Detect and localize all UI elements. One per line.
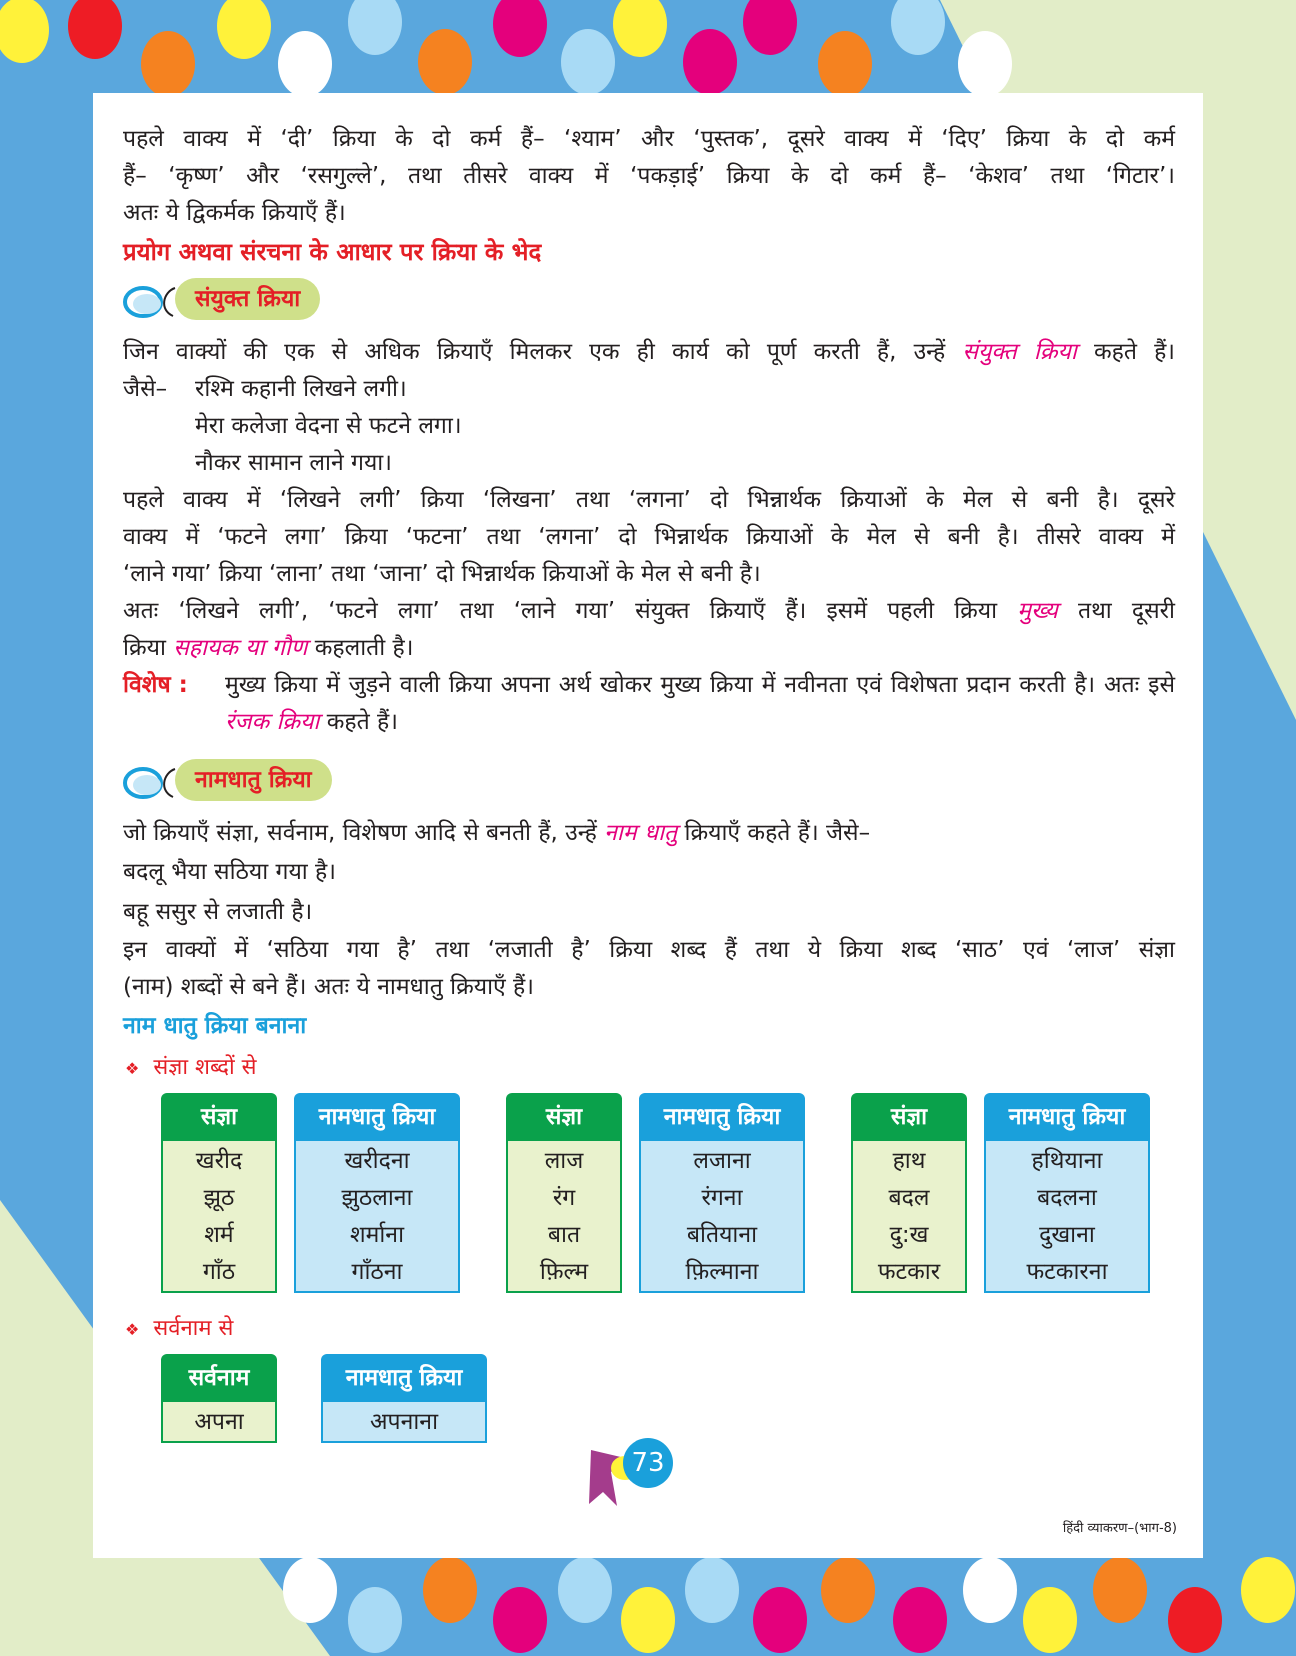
namdhatu-making-heading: नाम धातु क्रिया बनाना (123, 1013, 307, 1039)
col-header: नामधातु क्रिया (984, 1093, 1150, 1141)
con-l1-post: तथा दूसरी (1077, 598, 1175, 624)
sarvanam-namdhatu-col (321, 1354, 487, 1443)
sangya-col-2 (506, 1093, 622, 1293)
col-header: संज्ञा (851, 1093, 967, 1141)
col-body (639, 1141, 805, 1293)
col-body (294, 1141, 460, 1293)
sangya-tables (123, 1093, 1175, 1293)
namdhatu-explain-line1: इन वाक्यों में ‘सठिया गया है’ तथा ‘लजाती है’ क्रिया शब्द हैं तथा ये क्रिया शब्द ‘साठ’ एवं ‘लाज’ संज्ञा (123, 937, 1175, 963)
para1-line3: अतः ये द्विकर्मक क्रियाएँ हैं। (123, 200, 346, 226)
namdhatu-definition (123, 815, 1175, 852)
table-cell: रंग (552, 1185, 576, 1211)
samyukt-definition (123, 334, 1175, 371)
samyukt-badge: संयुक्त क्रिया (175, 278, 320, 320)
sangya-bullet (125, 1050, 1175, 1087)
namdhatu-def-pre: जो क्रियाएँ संज्ञा, सर्वनाम, विशेषण आदि से बनती हैं, उन्हें (123, 820, 597, 846)
con-l2-post: कहलाती है। (314, 635, 414, 661)
col-header: संज्ञा (506, 1093, 622, 1141)
table-cell: दु:ख (889, 1222, 929, 1248)
table-cell: गाँठना (351, 1259, 403, 1285)
samyukt-def-pre: जिन वाक्यों की एक से अधिक क्रियाएँ मिलकर एक ही कार्य को पूर्ण करती हैं, उन्हें (123, 339, 946, 365)
para1-line2: हैं– ‘कृष्ण’ और ‘रसगुल्ले’, तथा तीसरे वाक्य में ‘पकड़ाई’ क्रिया के दो कर्म हैं– ‘केशव’ तथा ‘गिटार’। (123, 163, 1175, 189)
book-title: हिंदी व्याकरण–(भाग-8) (1062, 1521, 1177, 1536)
vishesh-term: रंजक क्रिया (225, 709, 320, 735)
table-cell: लजाना (693, 1148, 751, 1174)
namdhatu-def-post: क्रियाएँ कहते हैं। जैसे– (684, 820, 871, 846)
table-cell: बदलना (1037, 1185, 1097, 1211)
samyukt-conclusion-line1 (123, 593, 1175, 630)
samyukt-example-1 (123, 371, 1175, 408)
table-cell: झुठलाना (341, 1185, 413, 1211)
sarvanam-bullet (125, 1311, 1175, 1348)
page-sheet (93, 93, 1203, 1558)
con-l1-term: मुख्य (1017, 598, 1058, 624)
con-l1-pre: अतः ‘लिखने लगी’, ‘फटने लगा’ तथा ‘लाने गया’ संयुक्त क्रियाएँ हैं। इसमें पहली क्रिया (123, 598, 998, 624)
namdhatu-badge: नामधातु क्रिया (175, 759, 332, 801)
sarvanam-col (161, 1354, 277, 1443)
table-cell: फटकारना (1026, 1259, 1108, 1285)
table-cell: खरीद (195, 1148, 243, 1174)
samyukt-example-3: नौकर सामान लाने गया। (195, 450, 392, 476)
col-header: सर्वनाम (161, 1354, 277, 1402)
table-cell: हाथ (892, 1148, 926, 1174)
jaise-label: जैसे– (123, 376, 168, 402)
table-cell: खरीदना (344, 1148, 410, 1174)
namdhatu-explain-line2: (नाम) शब्दों से बने हैं। अतः ये नामधातु क्रियाएँ हैं। (123, 974, 534, 1000)
col-header: नामधातु क्रिया (639, 1093, 805, 1141)
samyukt-def-post: कहते हैं। (1093, 339, 1176, 365)
table-cell: अपनाना (369, 1409, 439, 1435)
table-cell: फ़िल्म (539, 1259, 589, 1285)
page-number: 73 (623, 1438, 673, 1488)
samyukt-badge-row (123, 278, 1175, 324)
vishesh-post: कहते हैं। (326, 709, 398, 735)
samyukt-explain-line1: पहले वाक्य में ‘लिखने लगी’ क्रिया ‘लिखना’ तथा ‘लगना’ दो भिन्नार्थक क्रियाओं के मेल से बनी है। दूसरे (123, 487, 1175, 513)
namdhatu-example-1: बदलू भैया सठिया गया है। (123, 859, 336, 885)
col-body (321, 1402, 487, 1443)
table-cell: बात (547, 1222, 581, 1248)
vishesh-label: विशेष : (123, 672, 188, 698)
table-cell: शर्म (204, 1222, 234, 1248)
page-content (123, 121, 1175, 1454)
col-body (851, 1141, 967, 1293)
table-cell: बदल (888, 1185, 930, 1211)
col-body (506, 1141, 622, 1293)
diamond-bullet-icon: ❖ (125, 1059, 140, 1078)
example-text: रश्मि कहानी लिखने लगी। (195, 376, 407, 402)
samyukt-example-2: मेरा कलेजा वेदना से फटने लगा। (195, 413, 462, 439)
namdhatu-def-term: नाम धातु (604, 820, 678, 846)
table-cell: हथियाना (1031, 1148, 1103, 1174)
namdhatu-col-1 (294, 1093, 460, 1293)
table-cell: रंगना (701, 1185, 743, 1211)
col-body (161, 1402, 277, 1443)
namdhatu-example-2: बहू ससुर से लजाती है। (123, 899, 313, 925)
table-cell: शर्माना (349, 1222, 405, 1248)
table-cell: बतियाना (686, 1222, 758, 1248)
sangya-bullet-text: संज्ञा शब्दों से (153, 1055, 257, 1080)
main-heading: प्रयोग अथवा संरचना के आधार पर क्रिया के भेद (123, 238, 542, 266)
col-header: नामधातु क्रिया (321, 1354, 487, 1402)
table-cell: दुखाना (1039, 1222, 1095, 1248)
diamond-bullet-icon: ❖ (125, 1320, 140, 1339)
swirl-icon (123, 765, 179, 801)
table-cell: फटकार (877, 1259, 941, 1285)
sarvanam-bullet-text: सर्वनाम से (153, 1316, 234, 1341)
swirl-icon (123, 284, 179, 320)
col-header: नामधातु क्रिया (294, 1093, 460, 1141)
con-l2-term: सहायक या गौण (173, 635, 308, 661)
sangya-col-1 (161, 1093, 277, 1293)
table-cell: झूठ (203, 1185, 235, 1211)
table-cell: फ़िल्माना (685, 1259, 759, 1285)
table-cell: अपना (194, 1409, 244, 1435)
table-cell: लाज (544, 1148, 584, 1174)
col-header: संज्ञा (161, 1093, 277, 1141)
namdhatu-col-2 (639, 1093, 805, 1293)
con-l2-pre: क्रिया (123, 635, 166, 661)
para1-line1: पहले वाक्य में ‘दी’ क्रिया के दो कर्म हैं– ‘श्याम’ और ‘पुस्तक’, दूसरे वाक्य में ‘दिए’ क्रिया के दो कर्म (123, 126, 1175, 152)
samyukt-conclusion-line2 (123, 630, 1175, 667)
sangya-col-3 (851, 1093, 967, 1293)
vishesh-note (123, 667, 1175, 741)
samyukt-explain-line3: ‘लाने गया’ क्रिया ‘लाना’ तथा ‘जाना’ दो भिन्नार्थक क्रियाओं के मेल से बनी है। (123, 561, 761, 587)
table-cell: गाँठ (202, 1259, 236, 1285)
vishesh-pre: मुख्य क्रिया में जुड़ने वाली क्रिया अपना अर्थ खोकर मुख्य क्रिया में नवीनता एवं विशेषता प्रदान करती है। अतः इसे (225, 672, 1175, 698)
col-body (161, 1141, 277, 1293)
samyukt-def-term: संयुक्त क्रिया (962, 339, 1077, 365)
namdhatu-badge-row (123, 759, 1175, 805)
col-body (984, 1141, 1150, 1293)
samyukt-explain-line2: वाक्य में ‘फटने लगा’ क्रिया ‘फटना’ तथा ‘लगना’ दो भिन्नार्थक क्रियाओं के मेल से बनी है। तीसरे वाक्य में (123, 524, 1175, 550)
namdhatu-col-3 (984, 1093, 1150, 1293)
